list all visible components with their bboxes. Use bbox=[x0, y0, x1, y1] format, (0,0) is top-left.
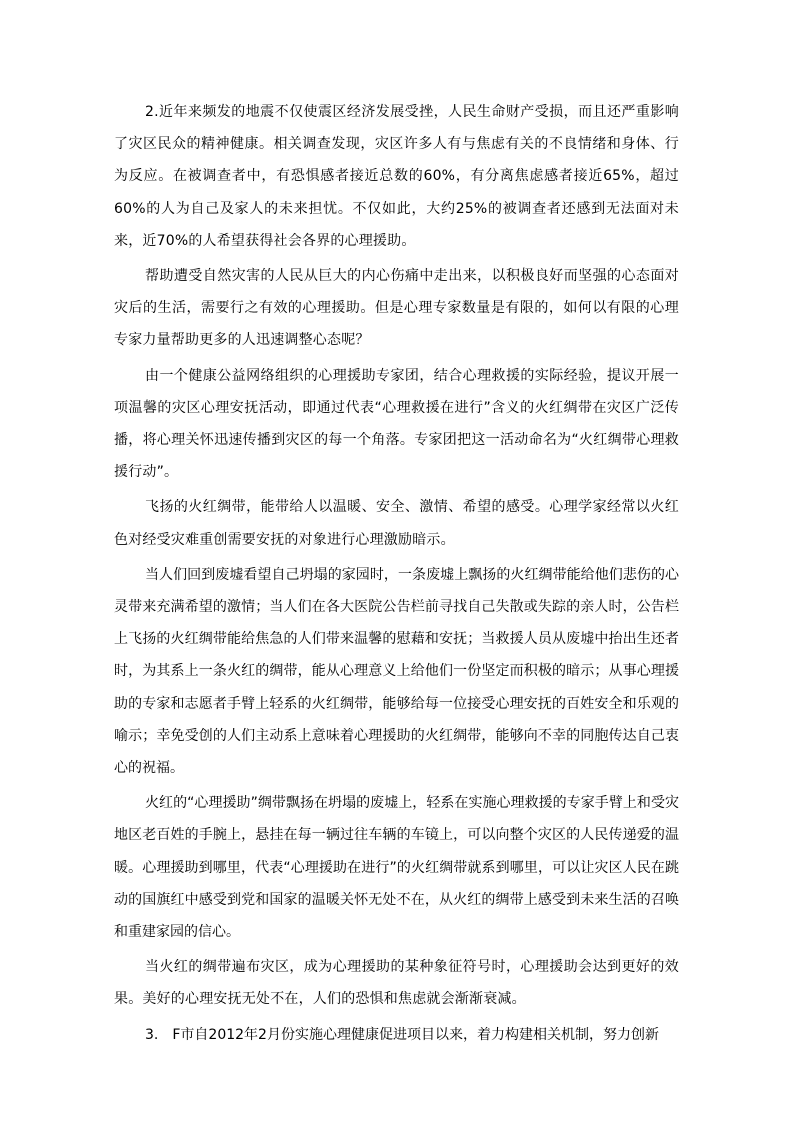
paragraph-better-effect: 当火红的绸带遍布灾区，成为心理援助的某种象征符号时，心理援助会达到更好的效果。美好的心理安抚无处不在，人们的恐惧和焦虑就会渐渐衰减。 bbox=[114, 959, 679, 1008]
paragraph-red-ribbon-warmth: 火红的“心理援助”绸带飘扬在坍塌的废墟上，轻系在实施心理救援的专家手臂上和受灾地区老百姓的手腕上，悬挂在每一辆过往车辆的车镜上，可以向整个灾区的人民传递爱的温暖。心理援助到哪里，代表“心理援助在进行”的火红绸带就系到哪里，可以让灾区人民在跳动的国旗红中感受到党和国家的温暖关怀无处不在，从火红的绸带上感受到未来生活的召唤和重建家园的信心。 bbox=[114, 795, 679, 941]
paragraph-psychological-aid-need: 帮助遭受自然灾害的人民从巨大的内心伤痛中走出来，以积极良好而坚强的心态面对灾后的生活，需要行之有效的心理援助。但是心理专家数量是有限的，如何以有限的心理专家力量帮助更多的人迅速调整心态呢？ bbox=[114, 268, 679, 349]
paragraph-item-3-start: 3. F市自2012年2月份实施心理健康促进项目以来，着力构建相关机制，努力创新 bbox=[145, 1026, 659, 1043]
document-page bbox=[114, 96, 679, 1054]
paragraph-earthquake-mental-health: 2.近年来频发的地震不仅使震区经济发展受挫，人民生命财产受损，而且还严重影响了灾区民众的精神健康。相关调查发现，灾区许多人有与焦虑有关的不良情绪和身体、行为反应。在被调查者中，有恐惧感者接近总数的60%，有分离焦虑感者接近65%，超过60%的人为自己及家人的未来担忧。不仅如此，大约25%的被调查者还感到无法面对未来，近70%的人希望获得社会各界的心理援助。 bbox=[114, 104, 679, 249]
paragraph-red-ribbon-scenarios: 当人们回到废墟看望自己坍塌的家园时，一条废墟上飘扬的火红绸带能给他们悲伤的心灵带来充满希望的激情；当人们在各大医院公告栏前寻找自己失散或失踪的亲人时，公告栏上飞扬的火红绸带能给焦急的人们带来温馨的慰藉和安抚；当救援人员从废墟中抬出生还者时，为其系上一条火红的绸带，能从心理意义上给他们一份坚定而积极的暗示；从事心理援助的专家和志愿者手臂上轻系的火红绸带，能够给每一位接受心理安抚的百姓安全和乐观的喻示；幸免受创的人们主动系上意味着心理援助的火红绸带，能够向不幸的同胞传达自己衷心的祝福。 bbox=[114, 566, 679, 777]
paragraph-expert-proposal: 由一个健康公益网络组织的心理援助专家团，结合心理救援的实际经验，提议开展一项温馨的灾区心理安抚活动，即通过代表“心理救援在进行”含义的火红绸带在灾区广泛传播，将心理关怀迅速传播到灾区的每一个角落。专家团把这一活动命名为“火红绸带心理救援行动”。 bbox=[114, 367, 679, 481]
paragraph-red-ribbon-meaning: 飞扬的火红绸带，能带给人以温暖、安全、激情、希望的感受。心理学家经常以火红色对经受灾难重创需要安抚的对象进行心理激励暗示。 bbox=[114, 499, 679, 548]
